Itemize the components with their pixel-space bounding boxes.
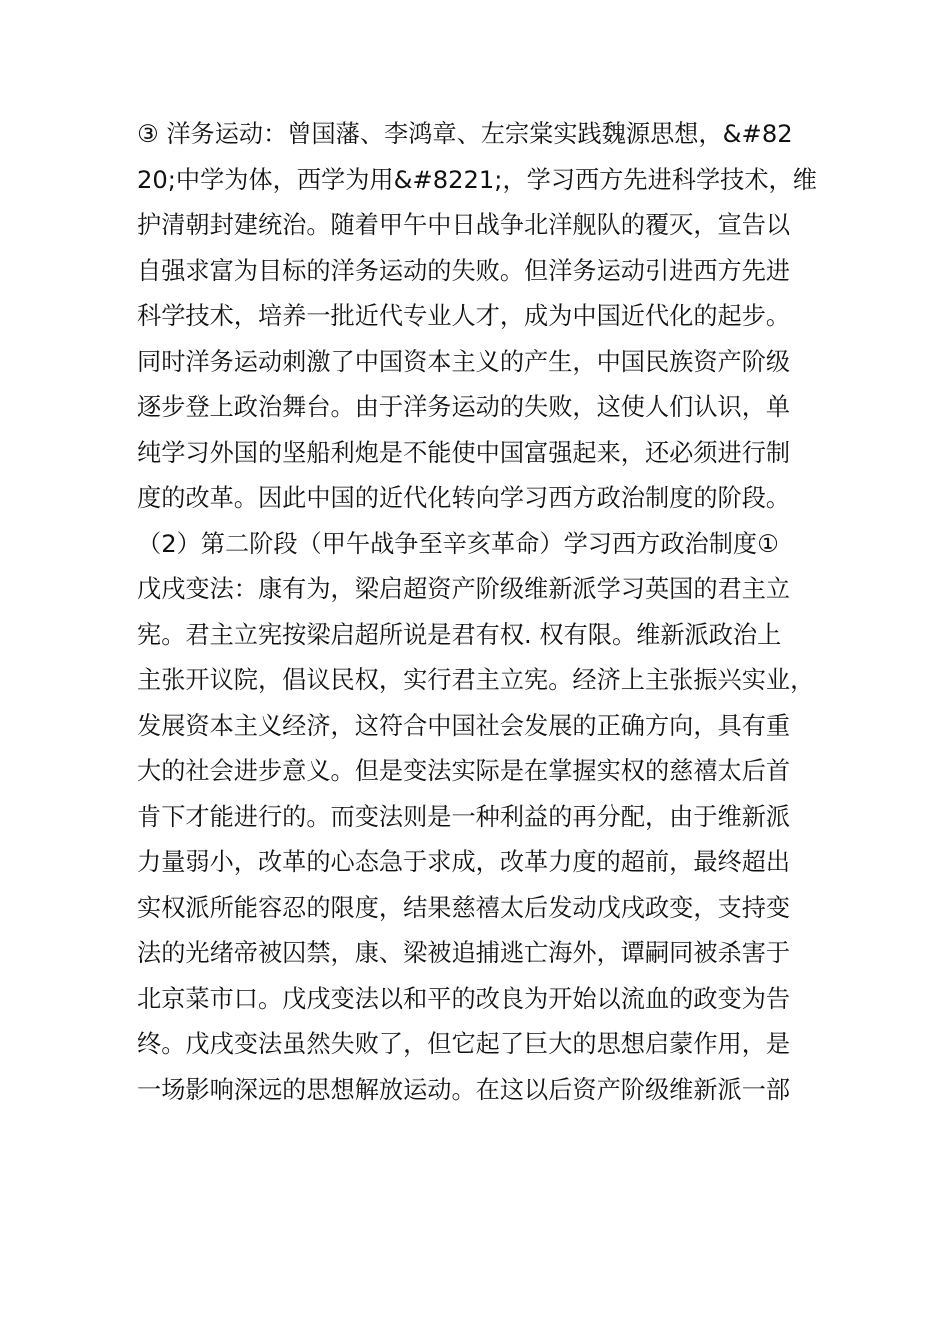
text-line: 实权派所能容忍的限度，结果慈禧太后发动戊戌政变，支持变 — [137, 893, 791, 922]
text-line: 肯下才能进行的。而变法则是一种利益的再分配，由于维新派 — [137, 802, 791, 831]
text-line: 纯学习外国的坚船利炮是不能使中国富强起来，还必须进行制 — [137, 438, 791, 467]
text-line: 科学技术，培养一批近代专业人才，成为中国近代化的起步。 — [137, 302, 791, 330]
section-heading-line: （2）第二阶段（甲午战争至辛亥革命）学习西方政治制度① — [137, 529, 779, 558]
text-line: 一场影响深远的思想解放运动。在这以后资产阶级维新派一部 — [137, 1075, 791, 1104]
text-line: ③ 洋务运动：曾国藩、李鸿章、左宗棠实践魏源思想，&#82 — [137, 120, 793, 148]
text-line: 宪。君主立宪按梁启超所说是君有权. 权有限。维新派政治上 — [137, 620, 782, 649]
text-line: 发展资本主义经济，这符合中国社会发展的正确方向，具有重 — [137, 711, 791, 740]
text-line: 同时洋务运动刺激了中国资本主义的产生，中国民族资产阶级 — [137, 347, 791, 376]
text-line: 法的光绪帝被囚禁，康、梁被追捕逃亡海外，谭嗣同被杀害于 — [137, 939, 791, 967]
text-line: 力量弱小，改革的心态急于求成，改革力度的超前，最终超出 — [137, 848, 791, 876]
text-line: 主张开议院，倡议民权，实行君主立宪。经济上主张振兴实业， — [137, 666, 815, 694]
text-line: 逐步登上政治舞台。由于洋务运动的失败，这使人们认识，单 — [137, 393, 791, 421]
text-line: 20;中学为体，西学为用&#8221;，学习西方先进科学技术，维 — [137, 165, 817, 194]
text-line: 护清朝封建统治。随着甲午中日战争北洋舰队的覆灭，宣告以 — [137, 211, 791, 239]
text-line: 终。戊戌变法虽然失败了，但它起了巨大的思想启蒙作用，是 — [137, 1030, 791, 1058]
text-line: 度的改革。因此中国的近代化转向学习西方政治制度的阶段。 — [137, 484, 791, 512]
text-line: 自强求富为目标的洋务运动的失败。但洋务运动引进西方先进 — [137, 256, 791, 285]
text-line: 北京菜市口。戊戌变法以和平的改良为开始以流血的政变为告 — [137, 984, 791, 1013]
text-line: 大的社会进步意义。但是变法实际是在掌握实权的慈禧太后首 — [137, 757, 791, 785]
body-text — [137, 112, 817, 1113]
text-line: 戊戌变法：康有为，梁启超资产阶级维新派学习英国的君主立 — [137, 575, 791, 603]
